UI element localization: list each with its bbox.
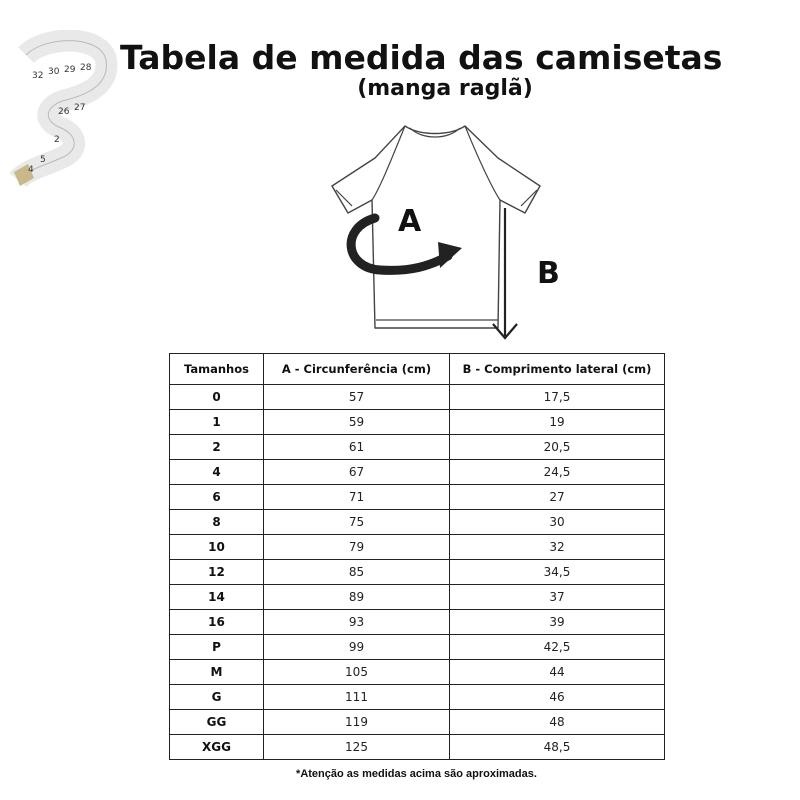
- table-row: [170, 585, 665, 610]
- length-cell: 42,5: [450, 635, 665, 660]
- tape-number: 26: [58, 107, 70, 117]
- circumference-cell: 119: [264, 710, 450, 735]
- table-row: [170, 485, 665, 510]
- table-row: [170, 685, 665, 710]
- circumference-cell: 71: [264, 485, 450, 510]
- length-cell: 34,5: [450, 560, 665, 585]
- length-cell: 17,5: [450, 385, 665, 410]
- size-cell: 12: [170, 560, 264, 585]
- size-cell: 8: [170, 510, 264, 535]
- size-cell: G: [170, 685, 264, 710]
- column-header-circumference: A - Circunferência (cm): [264, 354, 450, 385]
- circumference-cell: 85: [264, 560, 450, 585]
- size-cell: M: [170, 660, 264, 685]
- circumference-cell: 57: [264, 385, 450, 410]
- size-cell: 1: [170, 410, 264, 435]
- table-row: [170, 560, 665, 585]
- table-row: [170, 410, 665, 435]
- circumference-cell: 59: [264, 410, 450, 435]
- tape-number: 4: [28, 165, 34, 175]
- tape-number: 32: [32, 71, 44, 81]
- circumference-cell: 93: [264, 610, 450, 635]
- size-cell: 16: [170, 610, 264, 635]
- size-cell: 0: [170, 385, 264, 410]
- size-cell: 10: [170, 535, 264, 560]
- page-subtitle: (manga raglã): [357, 76, 533, 101]
- circumference-cell: 99: [264, 635, 450, 660]
- table-row: [170, 660, 665, 685]
- length-cell: 19: [450, 410, 665, 435]
- table-row: [170, 510, 665, 535]
- footnote: *Atenção as medidas acima são aproximadas.: [296, 768, 537, 780]
- length-cell: 24,5: [450, 460, 665, 485]
- size-cell: 14: [170, 585, 264, 610]
- length-cell: 46: [450, 685, 665, 710]
- column-header-size: Tamanhos: [170, 354, 264, 385]
- table-row: [170, 635, 665, 660]
- length-cell: 48,5: [450, 735, 665, 760]
- size-cell: 2: [170, 435, 264, 460]
- size-table: [169, 353, 665, 760]
- tape-number: 2: [54, 135, 60, 145]
- circumference-cell: 61: [264, 435, 450, 460]
- circumference-cell: 111: [264, 685, 450, 710]
- circumference-cell: 75: [264, 510, 450, 535]
- length-cell: 32: [450, 535, 665, 560]
- length-cell: 37: [450, 585, 665, 610]
- tape-number: 30: [48, 67, 60, 77]
- circumference-cell: 89: [264, 585, 450, 610]
- table-row: [170, 710, 665, 735]
- marker-a-label: A: [398, 204, 422, 239]
- size-cell: XGG: [170, 735, 264, 760]
- page-title: Tabela de medida das camisetas: [120, 38, 723, 77]
- circumference-cell: 125: [264, 735, 450, 760]
- circumference-cell: 105: [264, 660, 450, 685]
- tape-number: 5: [40, 155, 46, 165]
- size-cell: GG: [170, 710, 264, 735]
- length-cell: 39: [450, 610, 665, 635]
- circumference-cell: 79: [264, 535, 450, 560]
- column-header-length: B - Comprimento lateral (cm): [450, 354, 665, 385]
- table-row: [170, 535, 665, 560]
- size-cell: P: [170, 635, 264, 660]
- length-cell: 27: [450, 485, 665, 510]
- size-cell: 4: [170, 460, 264, 485]
- table-row: [170, 735, 665, 760]
- measuring-tape-icon: [6, 30, 121, 190]
- length-cell: 48: [450, 710, 665, 735]
- tape-number: 27: [74, 103, 86, 113]
- circumference-cell: 67: [264, 460, 450, 485]
- table-row: [170, 385, 665, 410]
- marker-b-label: B: [537, 256, 560, 291]
- raglan-tshirt-icon: [330, 118, 545, 343]
- table-header-row: [170, 354, 665, 385]
- tape-number: 28: [80, 63, 92, 73]
- size-cell: 6: [170, 485, 264, 510]
- table-row: [170, 460, 665, 485]
- tape-number: 29: [64, 65, 76, 75]
- length-cell: 30: [450, 510, 665, 535]
- length-cell: 44: [450, 660, 665, 685]
- table-row: [170, 610, 665, 635]
- table-row: [170, 435, 665, 460]
- length-cell: 20,5: [450, 435, 665, 460]
